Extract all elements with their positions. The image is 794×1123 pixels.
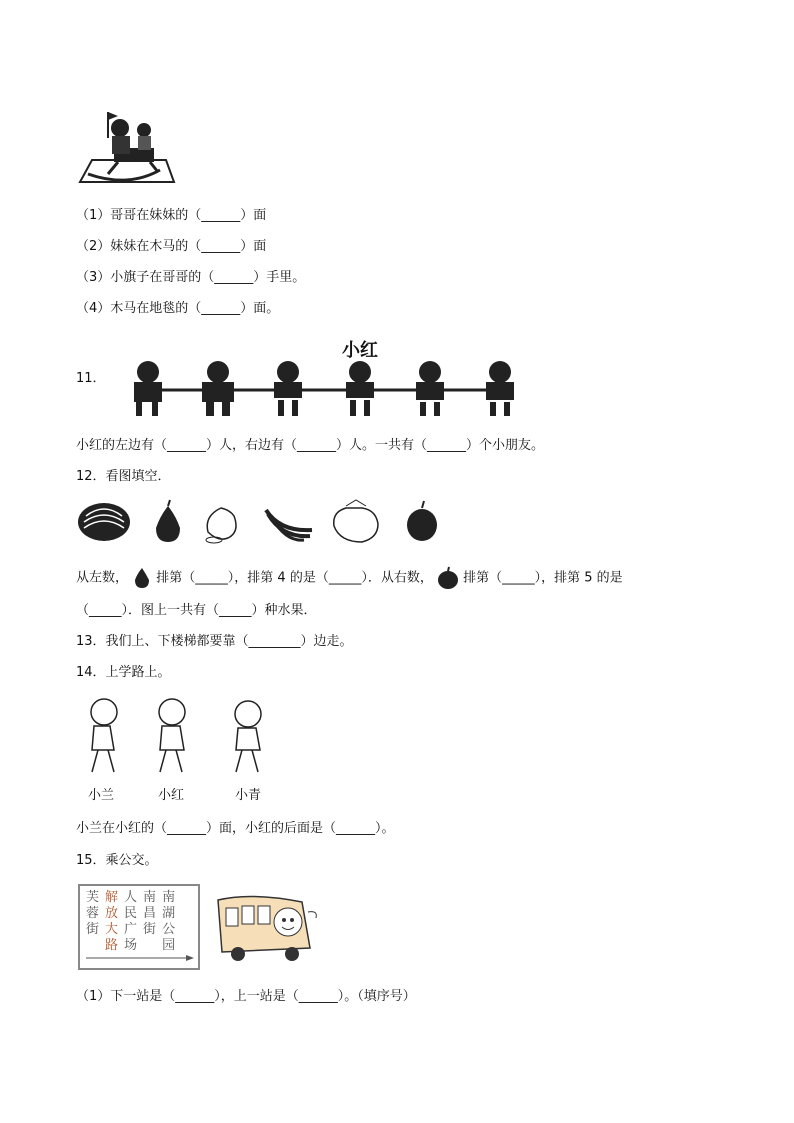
- child-name-2: 小红: [158, 788, 185, 803]
- watermelon-icon: [78, 503, 130, 541]
- bus-stop-char: 民: [124, 906, 138, 921]
- q12-title: 12．看图填空．: [76, 469, 171, 484]
- apple-icon: [437, 566, 459, 590]
- banana-icon: [266, 510, 312, 540]
- q12-line1-part-c: 排第（_____），排第 5 的是: [463, 570, 623, 586]
- bus-stop-char: 南: [143, 890, 157, 905]
- bus-route-sign: [78, 884, 200, 970]
- bus-stop-char: 大: [105, 922, 119, 937]
- q14-title: 14．上学路上。: [76, 665, 171, 680]
- q12-line-2: （_____）．图上一共有（_____）种水果．: [76, 603, 317, 618]
- bus-stop-char: 南: [162, 890, 176, 905]
- bus-stop-2: [105, 890, 118, 954]
- bus-stop-char: 园: [162, 938, 176, 953]
- strawberry-icon: [334, 500, 378, 542]
- bus-stop-char: 场: [124, 938, 138, 953]
- bus-stop-4: [143, 890, 156, 954]
- q10-line-2: （2）妹妹在木马的（______）面: [76, 239, 267, 254]
- child-name-3: 小青: [235, 788, 262, 803]
- bus-stop-3: [124, 890, 137, 954]
- q10-line-3: （3）小旗子在哥哥的（______）手里。: [76, 270, 306, 285]
- q15-question-1: （1）下一站是（______），上一站是（______）。（填序号）: [76, 989, 416, 1004]
- bus-stop-char: 广: [124, 922, 138, 937]
- q15-title: 15．乘公交。: [76, 853, 158, 868]
- bus-stop-char: 街: [86, 922, 100, 937]
- bus-stop-char: 公: [162, 922, 176, 937]
- q10-line-4: （4）木马在地毯的（______）面。: [76, 301, 280, 316]
- walking-children-picture: [80, 696, 280, 776]
- children-row-picture: [108, 360, 540, 418]
- q10-line-1: （1）哥哥在妹妹的（______）面: [76, 208, 267, 223]
- q12-line-1: [76, 566, 623, 590]
- bus-stop-char: 芙: [86, 890, 100, 905]
- peach-icon: [206, 508, 236, 543]
- bus-stop-1: [86, 890, 99, 954]
- bus-stop-char: 解: [105, 890, 119, 905]
- q11-question: 小红的左边有（______）人，右边有（______）人。一共有（______）个小朋友。: [76, 438, 545, 453]
- apple-icon: [407, 501, 437, 541]
- bus-stop-char: 人: [124, 890, 138, 905]
- q11-number: 11．: [76, 371, 106, 386]
- bus-stop-char: 昌: [143, 906, 157, 921]
- q13-question: 13．我们上、下楼梯都要靠（________）边走。: [76, 634, 353, 649]
- q12-line1-part-a: 从左数，: [76, 570, 129, 586]
- pear-icon: [132, 566, 152, 590]
- q12-line1-part-b: 排第（_____），排第 4 的是（_____）．从右数，: [156, 570, 433, 586]
- bus-stop-5: [162, 890, 175, 954]
- bus-icon: [212, 892, 322, 966]
- bus-stop-char: 街: [143, 922, 157, 937]
- rocking-horse-picture: [78, 108, 176, 184]
- q11-caption: 小红: [342, 340, 378, 361]
- bus-stop-char: 蓉: [86, 906, 100, 921]
- pear-icon: [156, 500, 180, 542]
- bus-stop-char: 放: [105, 906, 119, 921]
- q14-question: 小兰在小红的（______）面，小红的后面是（______）。: [76, 821, 395, 836]
- child-name-1: 小兰: [88, 788, 115, 803]
- fruit-row: [76, 498, 446, 544]
- bus-stop-char: 湖: [162, 906, 176, 921]
- bus-stop-char: 路: [105, 938, 119, 953]
